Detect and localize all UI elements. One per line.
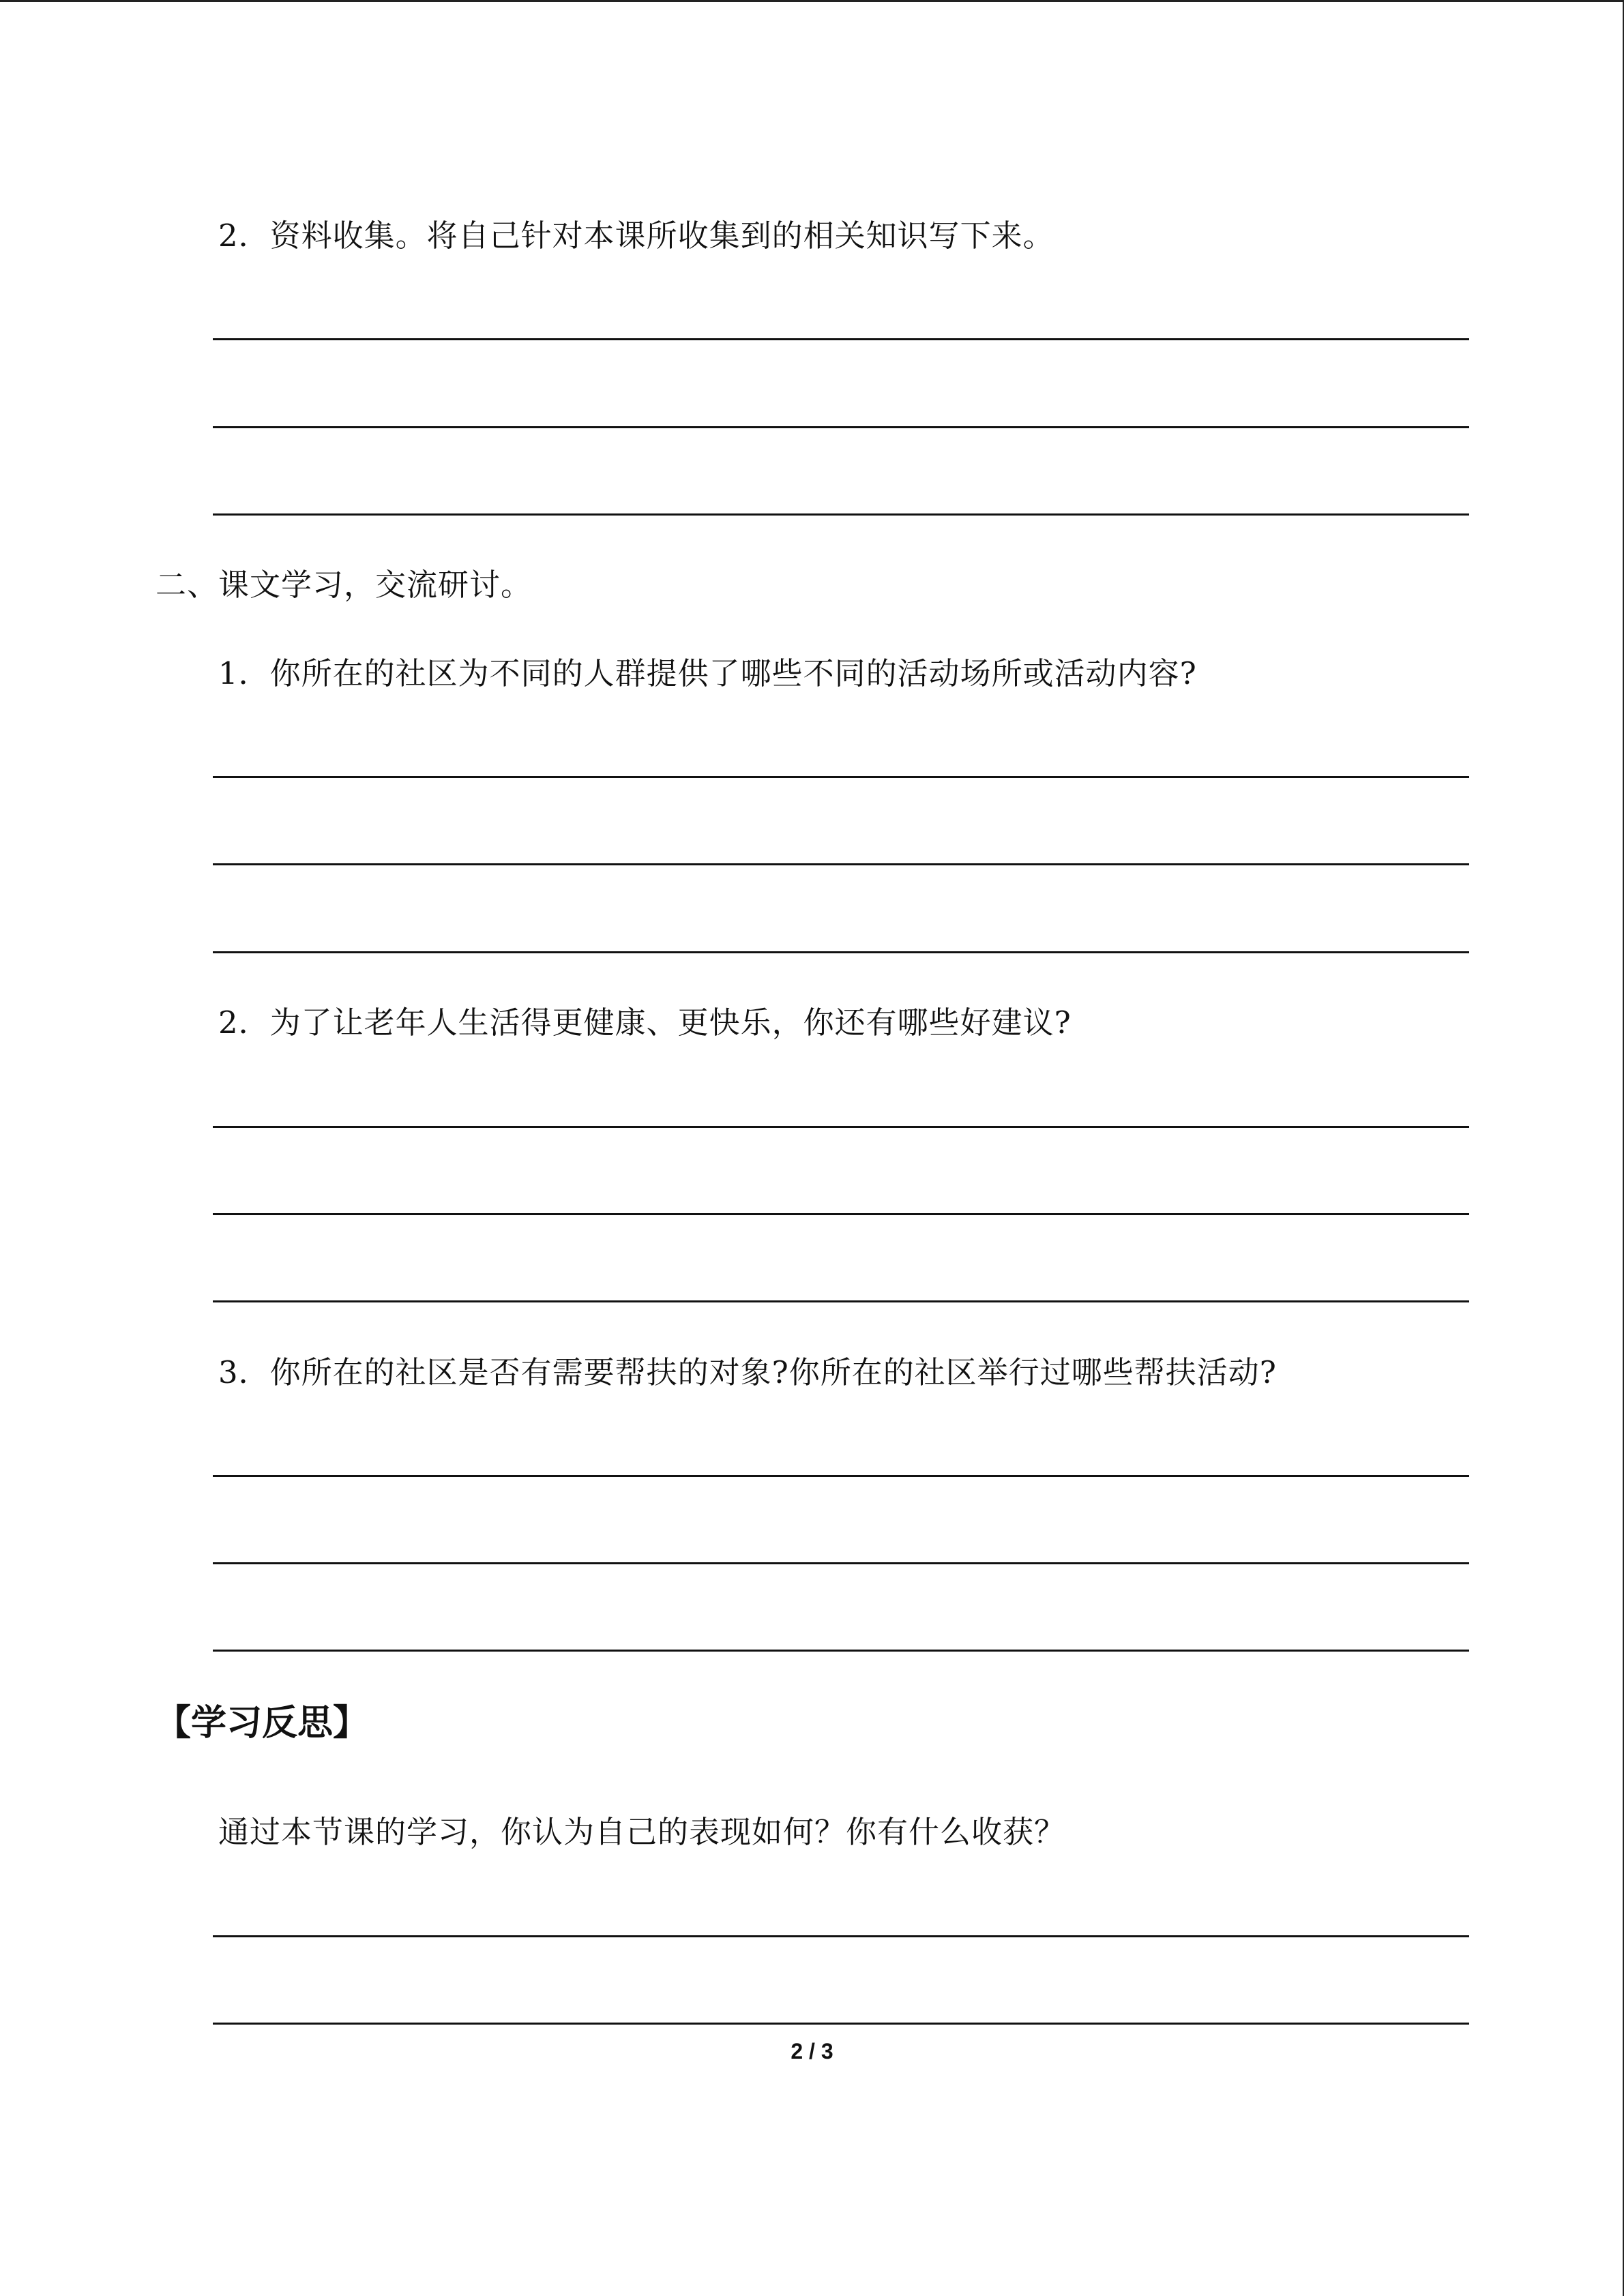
answer-line[interactable] bbox=[213, 1126, 1469, 1128]
question-2: 2．为了让老年人生活得更健康、更快乐，你还有哪些好建议? bbox=[218, 1004, 1072, 1041]
answer-line[interactable] bbox=[213, 338, 1469, 340]
question-3: 3．你所在的社区是否有需要帮扶的对象?你所在的社区举行过哪些帮扶活动? bbox=[218, 1354, 1277, 1390]
answer-line[interactable] bbox=[213, 1213, 1469, 1215]
answer-line[interactable] bbox=[213, 1562, 1469, 1564]
answer-line[interactable] bbox=[213, 951, 1469, 953]
question-collect: 2．资料收集。将自己针对本课所收集到的相关知识写下来。 bbox=[218, 218, 1054, 254]
reflection-heading: 【学习反思】 bbox=[156, 1703, 369, 1744]
answer-line[interactable] bbox=[213, 426, 1469, 428]
answer-line[interactable] bbox=[213, 1935, 1469, 1937]
answer-line[interactable] bbox=[213, 776, 1469, 778]
section-two-title: 二、课文学习，交流研讨。 bbox=[156, 567, 533, 603]
question-1: 1．你所在的社区为不同的人群提供了哪些不同的活动场所或活动内容? bbox=[218, 655, 1197, 691]
reflection-prompt: 通过本节课的学习，你认为自己的表现如何？你有什么收获？ bbox=[218, 1814, 1066, 1850]
top-border bbox=[0, 0, 1624, 2]
answer-line[interactable] bbox=[213, 2023, 1469, 2025]
answer-line[interactable] bbox=[213, 863, 1469, 865]
answer-line[interactable] bbox=[213, 1300, 1469, 1302]
page-number: 2 / 3 bbox=[791, 2039, 833, 2063]
answer-line[interactable] bbox=[213, 1475, 1469, 1477]
answer-line[interactable] bbox=[213, 513, 1469, 516]
answer-line[interactable] bbox=[213, 1650, 1469, 1652]
